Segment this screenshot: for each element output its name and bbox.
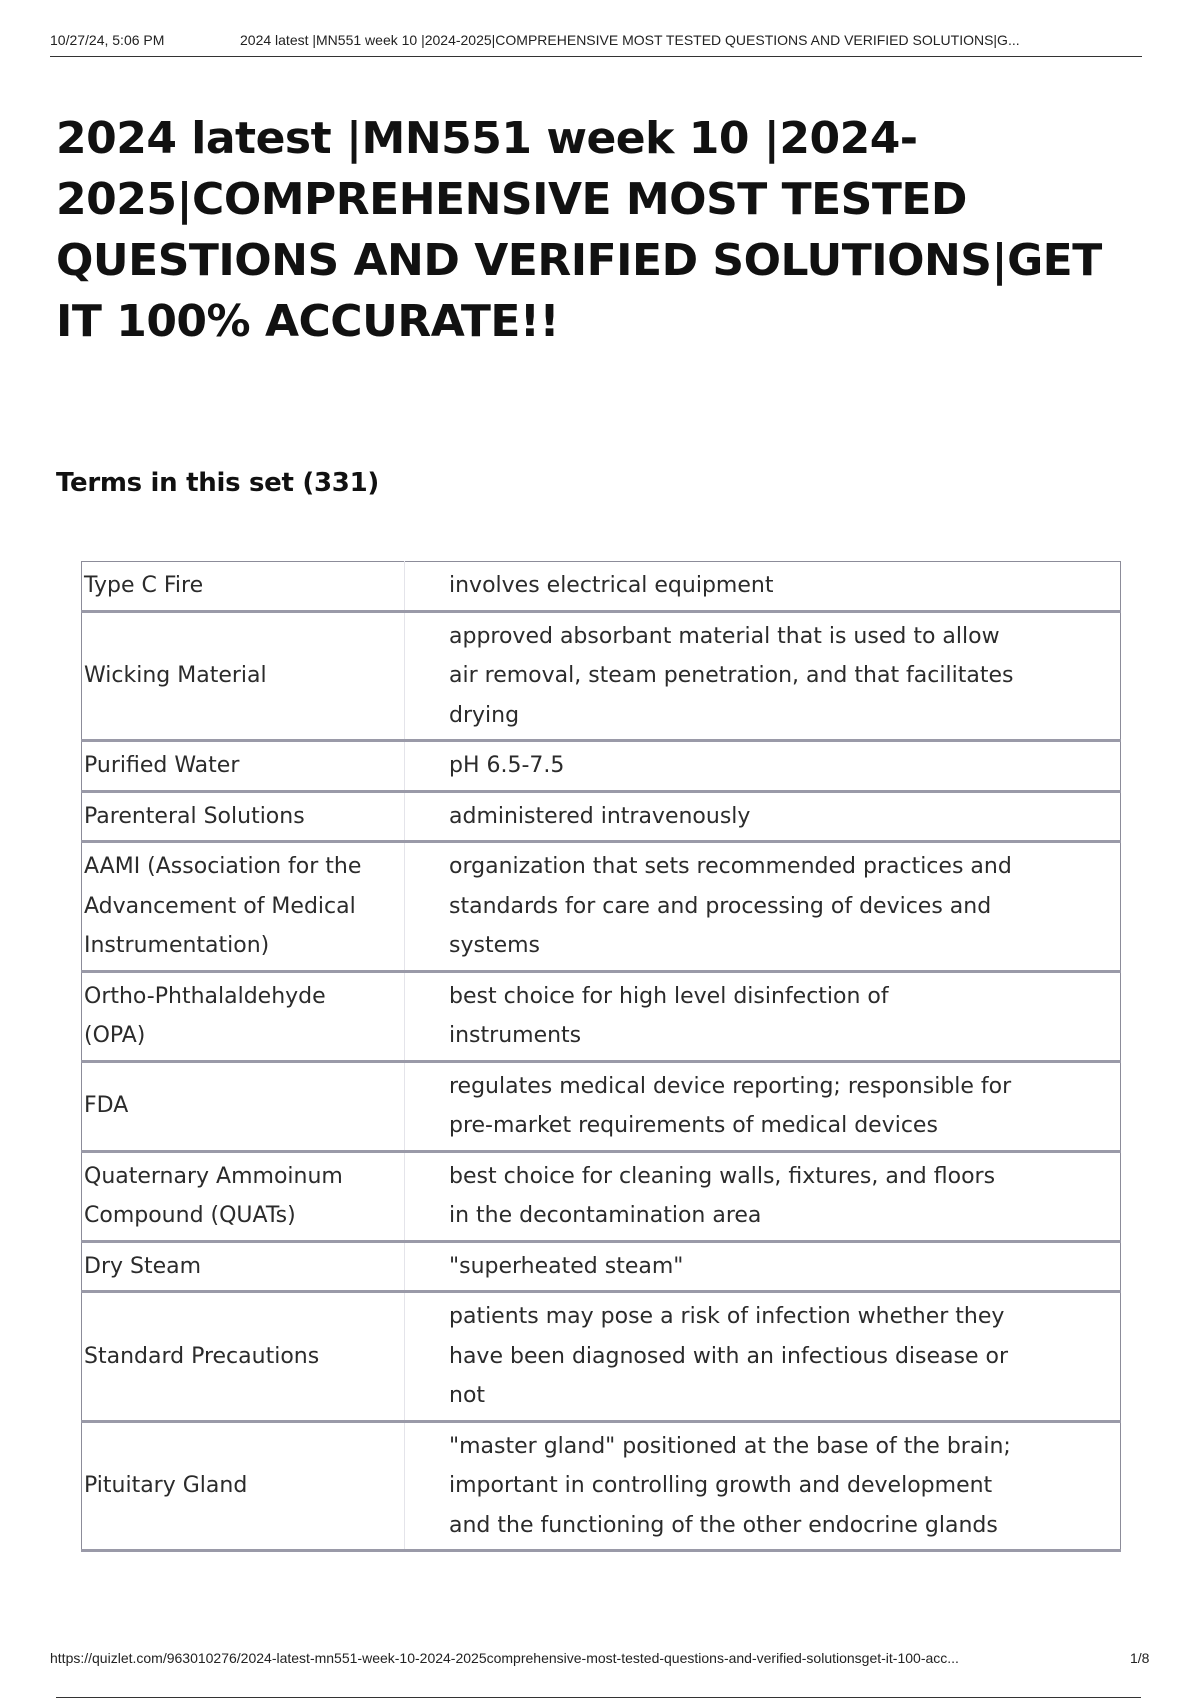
definition-cell: administered intravenously xyxy=(449,803,751,829)
definition-cell: "master gland" positioned at the base of the brain; important in controlling growth and development and the functioning of the other endocrine glands xyxy=(449,1433,1011,1538)
table-row xyxy=(82,1151,1121,1241)
definition-cell: "superheated steam" xyxy=(449,1253,684,1279)
term-cell: Ortho-Phthalaldehyde (OPA) xyxy=(82,971,405,1061)
page-count: 1/8 xyxy=(1130,1650,1150,1666)
term-cell: AAMI (Association for the Advancement of Medical Instrumentation) xyxy=(82,842,405,972)
definition-cell: regulates medical device reporting; responsible for pre-market requirements of medical devices xyxy=(449,1073,1012,1138)
table-row xyxy=(82,1421,1121,1551)
terms-heading: Terms in this set (331) xyxy=(56,468,379,498)
table-row xyxy=(82,1292,1121,1422)
print-header xyxy=(50,30,1142,57)
definition-cell: organization that sets recommended practices and standards for care and processing of devices and systems xyxy=(449,854,1012,958)
definition-cell: involves electrical equipment xyxy=(449,573,774,598)
print-doc-title: 2024 latest |MN551 week 10 |2024-2025|COMPREHENSIVE MOST TESTED QUESTIONS AND VERIFIED SOLUTIONS|G... xyxy=(240,32,1020,48)
definition-cell: patients may pose a risk of infection whether they have been diagnosed with an infectious disease or not xyxy=(449,1304,1008,1408)
table-row xyxy=(82,741,1121,792)
definition-cell: best choice for high level disinfection of instruments xyxy=(449,983,889,1048)
footer-divider xyxy=(56,1697,1141,1698)
table-row xyxy=(82,611,1121,741)
definition-cell: best choice for cleaning walls, fixtures, and floors in the decontamination area xyxy=(449,1163,996,1228)
page-title: 2024 latest |MN551 week 10 |2024-2025|COMPREHENSIVE MOST TESTED QUESTIONS AND VERIFIED SOLUTIONS|GET IT 100% ACCURATE!! xyxy=(56,113,1102,347)
table-row xyxy=(82,842,1121,972)
terms-table xyxy=(81,561,1121,1552)
term-cell: Dry Steam xyxy=(82,1241,405,1292)
table-row xyxy=(82,562,1121,612)
term-cell: FDA xyxy=(82,1061,405,1151)
term-cell: Standard Precautions xyxy=(82,1292,405,1422)
table-row xyxy=(82,971,1121,1061)
term-cell: Wicking Material xyxy=(82,611,405,741)
table-row xyxy=(82,791,1121,842)
term-cell: Parenteral Solutions xyxy=(82,791,405,842)
table-row xyxy=(82,1241,1121,1292)
print-date: 10/27/24, 5:06 PM xyxy=(50,32,165,48)
table-row xyxy=(82,1061,1121,1151)
term-cell: Type C Fire xyxy=(82,562,405,612)
term-cell: Pituitary Gland xyxy=(82,1421,405,1551)
source-url: https://quizlet.com/963010276/2024-latest-mn551-week-10-2024-2025comprehensive-most-tested-questions-and-verified-solutionsget-it-100-acc... xyxy=(50,1650,959,1666)
definition-cell: approved absorbant material that is used to allow air removal, steam penetration, and that facilitates drying xyxy=(449,623,1014,728)
term-cell: Purified Water xyxy=(82,741,405,792)
definition-cell: pH 6.5-7.5 xyxy=(449,753,565,778)
term-cell: Quaternary Ammoinum Compound (QUATs) xyxy=(82,1151,405,1241)
